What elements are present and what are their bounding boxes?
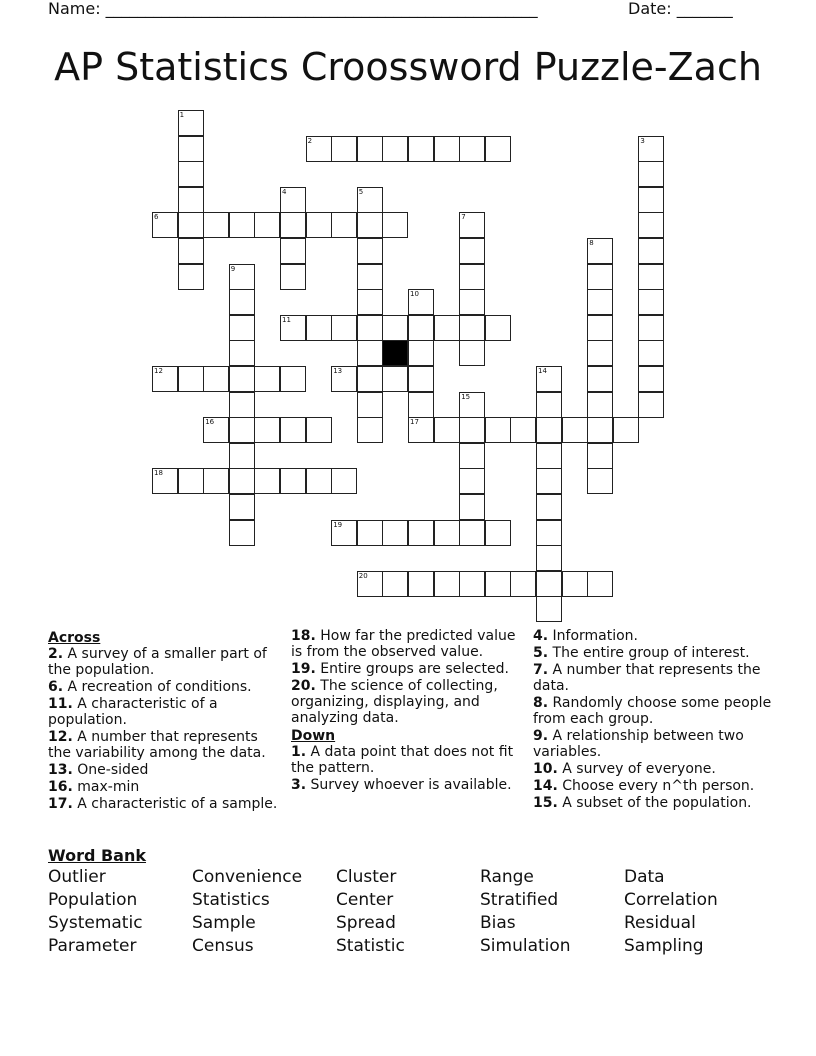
grid-cell[interactable] bbox=[408, 392, 434, 418]
grid-cell[interactable] bbox=[280, 366, 306, 392]
clue-number: 19 bbox=[333, 520, 343, 529]
grid-cell[interactable] bbox=[357, 417, 383, 443]
clue-down-9: 9. A relationship between two variables. bbox=[533, 728, 744, 760]
clue-across-2: 2. A survey of a smaller part of the population. bbox=[48, 646, 267, 678]
grid-cell[interactable] bbox=[357, 136, 383, 162]
word-bank-item: Stratified bbox=[480, 890, 559, 910]
clue-across-19: 19. Entire groups are selected. bbox=[291, 661, 509, 677]
clue-column-3 bbox=[533, 628, 773, 812]
grid-cell[interactable] bbox=[459, 571, 485, 597]
grid-cell[interactable] bbox=[357, 289, 383, 315]
clue-across-13: 13. One-sided bbox=[48, 762, 149, 778]
clue-across-20: 20. The science of collecting, organizing, displaying, and analyzing data. bbox=[291, 678, 498, 726]
grid-cell[interactable] bbox=[434, 520, 460, 546]
grid-cell[interactable] bbox=[485, 417, 511, 443]
grid-cell[interactable] bbox=[178, 264, 204, 290]
clue-number: 4 bbox=[282, 187, 287, 196]
grid-cell[interactable] bbox=[408, 366, 434, 392]
grid-cell[interactable] bbox=[178, 212, 204, 238]
clue-down-4: 4. Information. bbox=[533, 628, 639, 644]
grid-cell[interactable] bbox=[408, 289, 434, 315]
grid-cell[interactable] bbox=[408, 315, 434, 341]
grid-cell[interactable] bbox=[229, 340, 255, 366]
grid-cell[interactable] bbox=[357, 392, 383, 418]
grid-block bbox=[382, 340, 408, 366]
clue-down-10: 10. A survey of everyone. bbox=[533, 761, 716, 777]
word-bank-item: Outlier bbox=[48, 867, 106, 887]
grid-cell[interactable] bbox=[510, 417, 536, 443]
grid-cell[interactable] bbox=[357, 315, 383, 341]
clue-number: 7 bbox=[461, 213, 466, 222]
word-bank-item: Statistics bbox=[192, 890, 270, 910]
grid-cell[interactable] bbox=[638, 392, 664, 418]
grid-cell[interactable] bbox=[485, 136, 511, 162]
grid-cell[interactable] bbox=[306, 212, 332, 238]
across-heading: Across bbox=[48, 630, 101, 646]
grid-cell[interactable] bbox=[178, 110, 204, 136]
clue-number: 16 bbox=[205, 418, 215, 427]
grid-cell[interactable] bbox=[331, 520, 357, 546]
grid-cell[interactable] bbox=[408, 136, 434, 162]
grid-cell[interactable] bbox=[434, 571, 460, 597]
grid-cell[interactable] bbox=[357, 212, 383, 238]
clue-number: 3 bbox=[640, 136, 645, 145]
clue-number: 12 bbox=[154, 367, 163, 375]
grid-cell[interactable] bbox=[536, 596, 562, 622]
word-bank-item: Residual bbox=[624, 913, 696, 933]
clue-number: 14 bbox=[538, 367, 547, 375]
grid-cell[interactable] bbox=[331, 212, 357, 238]
grid-cell[interactable] bbox=[382, 212, 408, 238]
grid-cell[interactable] bbox=[178, 238, 204, 264]
clue-column-1 bbox=[48, 628, 278, 813]
grid-cell[interactable] bbox=[280, 238, 306, 264]
grid-cell[interactable] bbox=[638, 315, 664, 341]
clue-number: 6 bbox=[154, 213, 159, 222]
grid-cell[interactable] bbox=[203, 417, 229, 443]
grid-cell[interactable] bbox=[331, 468, 357, 494]
clue-number: 2 bbox=[307, 136, 313, 145]
grid-cell[interactable] bbox=[357, 520, 383, 546]
grid-cell[interactable] bbox=[587, 571, 613, 597]
grid-cell[interactable] bbox=[408, 417, 434, 443]
grid-cell[interactable] bbox=[280, 417, 306, 443]
grid-cell[interactable] bbox=[562, 417, 588, 443]
word-bank-item: Bias bbox=[480, 913, 516, 933]
word-bank-item: Census bbox=[192, 936, 254, 956]
clue-number: 17 bbox=[410, 418, 419, 427]
clue-down-15: 15. A subset of the population. bbox=[533, 795, 752, 811]
word-bank-item: Convenience bbox=[192, 867, 303, 887]
clue-number: 13 bbox=[333, 367, 343, 375]
grid-cell[interactable] bbox=[382, 366, 408, 392]
grid-cell[interactable] bbox=[638, 136, 664, 162]
grid-cell[interactable] bbox=[178, 468, 204, 494]
grid-cell[interactable] bbox=[306, 417, 332, 443]
grid-cell[interactable] bbox=[459, 264, 485, 290]
word-bank-item: Sampling bbox=[624, 936, 704, 956]
grid-cell[interactable] bbox=[587, 289, 613, 315]
grid-cell[interactable] bbox=[536, 392, 562, 418]
grid-cell[interactable] bbox=[562, 571, 588, 597]
grid-cell[interactable] bbox=[203, 366, 229, 392]
clue-across-6: 6. A recreation of conditions. bbox=[48, 679, 252, 695]
clue-across-17: 17. A characteristic of a sample. bbox=[48, 796, 278, 812]
grid-cell[interactable] bbox=[229, 443, 255, 469]
grid-cell[interactable] bbox=[408, 520, 434, 546]
grid-cell[interactable] bbox=[587, 392, 613, 418]
grid-cell[interactable] bbox=[229, 366, 255, 392]
grid-cell[interactable] bbox=[638, 264, 664, 290]
grid-cell[interactable] bbox=[382, 520, 408, 546]
grid-cell[interactable] bbox=[638, 238, 664, 264]
grid-cell[interactable] bbox=[203, 212, 229, 238]
grid-cell[interactable] bbox=[638, 289, 664, 315]
grid-cell[interactable] bbox=[331, 366, 357, 392]
clue-across-12: 12. A number that represents the variability among the data. bbox=[48, 729, 266, 761]
grid-cell[interactable] bbox=[459, 443, 485, 469]
word-bank-item: Cluster bbox=[336, 867, 397, 887]
word-bank-item: Simulation bbox=[480, 936, 571, 956]
grid-cell[interactable] bbox=[587, 417, 613, 443]
grid-cell[interactable] bbox=[536, 366, 562, 392]
grid-cell[interactable] bbox=[280, 315, 306, 341]
grid-cell[interactable] bbox=[280, 212, 306, 238]
grid-cell[interactable] bbox=[638, 161, 664, 187]
clue-across-11: 11. A characteristic of a population. bbox=[48, 696, 218, 728]
grid-cell[interactable] bbox=[536, 468, 562, 494]
grid-cell[interactable] bbox=[331, 315, 357, 341]
grid-cell[interactable] bbox=[357, 187, 383, 213]
clue-number: 8 bbox=[589, 239, 594, 247]
grid-cell[interactable] bbox=[382, 571, 408, 597]
grid-cell[interactable] bbox=[357, 571, 383, 597]
grid-cell[interactable] bbox=[459, 289, 485, 315]
grid-cell[interactable] bbox=[357, 264, 383, 290]
clue-column-2 bbox=[291, 628, 521, 794]
grid-cell[interactable] bbox=[357, 340, 383, 366]
grid-cell[interactable] bbox=[638, 187, 664, 213]
grid-cell[interactable] bbox=[587, 238, 613, 264]
grid-cell[interactable] bbox=[587, 468, 613, 494]
grid-cell[interactable] bbox=[306, 315, 332, 341]
grid-cell[interactable] bbox=[254, 212, 280, 238]
date-line: Date: _______ bbox=[628, 0, 733, 18]
grid-cell[interactable] bbox=[434, 136, 460, 162]
grid-cell[interactable] bbox=[459, 340, 485, 366]
page-title: AP Statistics Croossword Puzzle-Zach bbox=[54, 45, 762, 89]
grid-cell[interactable] bbox=[229, 494, 255, 520]
clue-across-18: 18. How far the predicted value is from the observed value. bbox=[291, 628, 516, 660]
grid-cell[interactable] bbox=[536, 520, 562, 546]
clue-down-3: 3. Survey whoever is available. bbox=[291, 777, 512, 793]
grid-cell[interactable] bbox=[536, 494, 562, 520]
word-bank-item: Parameter bbox=[48, 936, 137, 956]
clue-number: 18 bbox=[154, 469, 163, 478]
grid-cell[interactable] bbox=[203, 468, 229, 494]
grid-cell[interactable] bbox=[229, 212, 255, 238]
grid-cell[interactable] bbox=[485, 520, 511, 546]
word-bank-item: Sample bbox=[192, 913, 256, 933]
clue-number: 15 bbox=[461, 392, 471, 401]
clue-number: 9 bbox=[230, 264, 236, 273]
grid-cell[interactable] bbox=[229, 468, 255, 494]
grid-cell[interactable] bbox=[587, 264, 613, 290]
grid-cell[interactable] bbox=[536, 571, 562, 597]
grid-cell[interactable] bbox=[459, 212, 485, 238]
down-heading: Down bbox=[291, 728, 336, 744]
word-bank-item: Statistic bbox=[336, 936, 405, 956]
grid-cell[interactable] bbox=[152, 212, 178, 238]
grid-cell[interactable] bbox=[485, 315, 511, 341]
grid-cell[interactable] bbox=[178, 187, 204, 213]
grid-cell[interactable] bbox=[459, 392, 485, 418]
grid-cell[interactable] bbox=[485, 571, 511, 597]
grid-cell[interactable] bbox=[638, 340, 664, 366]
grid-cell[interactable] bbox=[254, 468, 280, 494]
grid-cell[interactable] bbox=[229, 315, 255, 341]
clue-number: 10 bbox=[410, 290, 419, 299]
word-bank bbox=[48, 868, 768, 956]
grid-cell[interactable] bbox=[357, 238, 383, 264]
grid-cell[interactable] bbox=[178, 136, 204, 162]
clue-down-7: 7. A number that represents the data. bbox=[533, 662, 761, 694]
grid-cell[interactable] bbox=[638, 366, 664, 392]
clue-number: 11 bbox=[282, 315, 291, 324]
grid-cell[interactable] bbox=[306, 136, 332, 162]
grid-cell[interactable] bbox=[408, 340, 434, 366]
grid-cell[interactable] bbox=[331, 136, 357, 162]
word-bank-item: Center bbox=[336, 890, 394, 910]
grid-cell[interactable] bbox=[152, 366, 178, 392]
grid-cell[interactable] bbox=[229, 520, 255, 546]
grid-cell[interactable] bbox=[459, 468, 485, 494]
grid-cell[interactable] bbox=[229, 289, 255, 315]
grid-cell[interactable] bbox=[280, 468, 306, 494]
grid-cell[interactable] bbox=[459, 520, 485, 546]
grid-cell[interactable] bbox=[408, 571, 434, 597]
clue-number: 5 bbox=[358, 187, 364, 196]
clue-down-5: 5. The entire group of interest. bbox=[533, 645, 750, 661]
grid-cell[interactable] bbox=[229, 264, 255, 290]
clue-down-1: 1. A data point that does not fit the pattern. bbox=[291, 744, 514, 776]
grid-cell[interactable] bbox=[587, 443, 613, 469]
grid-cell[interactable] bbox=[459, 136, 485, 162]
grid-cell[interactable] bbox=[178, 366, 204, 392]
clue-number: 20 bbox=[358, 571, 368, 580]
grid-cell[interactable] bbox=[459, 494, 485, 520]
grid-cell[interactable] bbox=[536, 443, 562, 469]
grid-cell[interactable] bbox=[178, 161, 204, 187]
grid-cell[interactable] bbox=[280, 264, 306, 290]
word-bank-item: Range bbox=[480, 867, 534, 887]
grid-cell[interactable] bbox=[382, 136, 408, 162]
grid-cell[interactable] bbox=[254, 366, 280, 392]
grid-cell[interactable] bbox=[536, 545, 562, 571]
word-bank-item: Population bbox=[48, 890, 138, 910]
grid-cell[interactable] bbox=[459, 417, 485, 443]
grid-cell[interactable] bbox=[229, 417, 255, 443]
grid-cell[interactable] bbox=[536, 417, 562, 443]
grid-cell[interactable] bbox=[254, 417, 280, 443]
clue-across-16: 16. max-min bbox=[48, 779, 140, 795]
word-bank-item: Data bbox=[624, 867, 665, 887]
grid-cell[interactable] bbox=[510, 571, 536, 597]
grid-cell[interactable] bbox=[638, 212, 664, 238]
grid-cell[interactable] bbox=[357, 366, 383, 392]
word-bank-item: Correlation bbox=[624, 890, 718, 910]
grid-cell[interactable] bbox=[229, 392, 255, 418]
grid-cell[interactable] bbox=[613, 417, 639, 443]
grid-cell[interactable] bbox=[382, 315, 408, 341]
grid-cell[interactable] bbox=[434, 417, 460, 443]
grid-cell[interactable] bbox=[306, 468, 332, 494]
word-bank-title: Word Bank bbox=[48, 846, 147, 865]
grid-cell[interactable] bbox=[459, 315, 485, 341]
word-bank-item: Systematic bbox=[48, 913, 143, 933]
grid-cell[interactable] bbox=[434, 315, 460, 341]
name-line: Name: ______________________________________________________ bbox=[48, 0, 538, 18]
clue-down-14: 14. Choose every n^th person. bbox=[533, 778, 755, 794]
grid-cell[interactable] bbox=[152, 468, 178, 494]
clue-number: 1 bbox=[179, 111, 185, 119]
grid-cell[interactable] bbox=[459, 238, 485, 264]
word-bank-item: Spread bbox=[336, 913, 396, 933]
grid-cell[interactable] bbox=[587, 315, 613, 341]
clue-down-8: 8. Randomly choose some people from each group. bbox=[533, 695, 772, 727]
grid-cell[interactable] bbox=[587, 340, 613, 366]
grid-cell[interactable] bbox=[280, 187, 306, 213]
grid-cell[interactable] bbox=[587, 366, 613, 392]
